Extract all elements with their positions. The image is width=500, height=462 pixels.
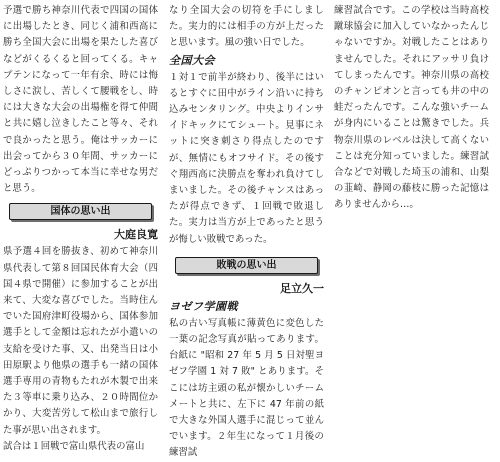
column-3	[334, 3, 489, 214]
section-box-haisen: 敗戦の思い出	[175, 257, 318, 274]
section-heading: 全国大会	[169, 53, 215, 67]
paragraph: 試合は１回戦で富山県代表の富山	[3, 440, 145, 452]
author-name: 足立久一	[280, 281, 324, 295]
author-name: 大庭良寛	[114, 228, 158, 242]
paragraph: １対１で前半が終わり、後半にはいるとすぐに田中がライン沿いに持ち込みセンタリング。中央よりインサイドキックにてシュート。見事にネットに突き刺さり得点したのですが、無情にもオフサイド。その後すぐ翔西高に決勝点を奪われ負けてしまいました。その後チャンスはあったが得点できず、１回戦で敗退した。実力は当方が上であったと思うが悔しい敗戦であった。	[169, 71, 324, 245]
paragraph: 練習試合です。この学校は当時高校蹴球協会に加入していなかったんじゃないですか。対戦したことはありませんでした。それにアッサリ負けてしまったんです。神奈川県の高校のチャンピオンと言っても井の中の蛙だったんです。こんな強いチームが身内にいることは驚きでした。兵物奈川県のレベルは決して高くないことは充分知っていました。練習試合などで対戦した埼玉の浦和、山梨の韮崎、静岡の藤枝に勝った記憶はありませんから…。	[334, 5, 489, 211]
paragraph: 予選で勝ち神奈川代表で四国の国体に出場したとき、同じく浦和西高に勝ち全国大会に出場を果たした喜びなどがくるくると回ってくる。キャプテンになって一年有余、時には悔しさに涙し、苦しくて腰戦をし、時には大きな大会の出場権を得て仲間と共に嬉し泣きしたこと等々、それで良かったと思う。俺はサッカーに出会ってから３０年間、サッカーにどっぷりつかって本当に幸せな男だと思う。	[3, 5, 158, 195]
paragraph: 県予選４回を勝抜き、初めて神奈川県代表して第８回国民体育大会（四国４県で開催）に参加することが出来て、大変な喜びでした。当時住んでいた国府津町役場から、国体参加選手として金額は忘れたが小遣いの支給を受けた事、又、出発当日は小田原駅より他県の選手も一緒の国体選手専用の青物もたれが木製で出来た３等車に乗り込み、２０時間位かかり、大変苦労して松山まで旅行した事が思い出されます。	[3, 246, 158, 436]
column-2	[169, 3, 324, 462]
section-box-kokutai: 国体の思い出	[9, 203, 152, 220]
paragraph: 私の古い写真帳に薄黄色に変色した一葉の記念写真が貼ってあります。台紙に "昭和 27 年 5 月 5 日対聖ヨゼフ学園 1 対 7 敗" とあります。そこには坊主頭の私が懐かしいチームメートと共に、左下に 47 年前の紙で大きな外国人選手に混じって並んでいます。２年生になって１月後の練習試	[169, 317, 324, 459]
paragraph: なり全国大会の切符を手にしました。実力的には相手の方が上だったと思います。風の強い日でした。	[169, 5, 324, 49]
section-heading: ヨゼフ学園戦	[169, 299, 238, 313]
column-1	[3, 3, 158, 455]
